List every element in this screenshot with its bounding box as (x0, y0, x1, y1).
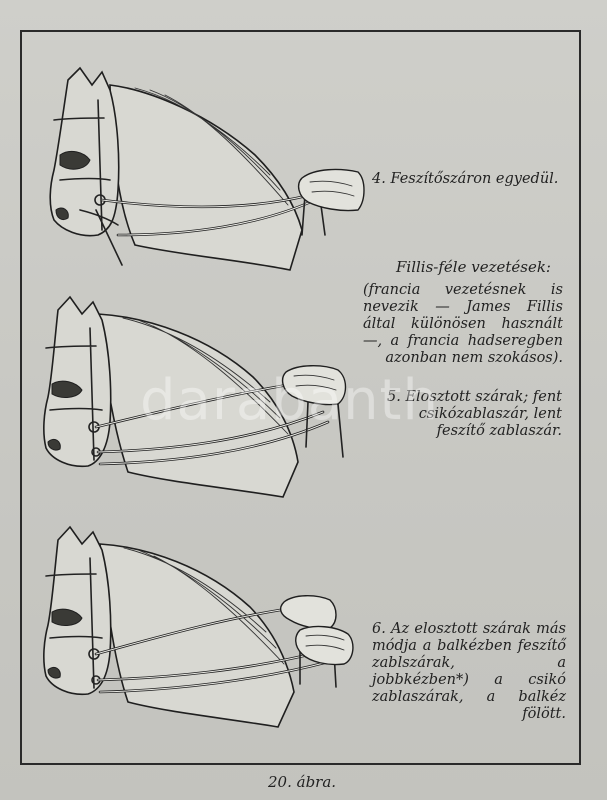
caption-fig4: 4. Feszítőszáron egyedül. (372, 171, 559, 187)
caption-fig6: 6. Az elosztott szárak más módja a balkézben feszítő zablszárak, a jobbkézben*) a csikó zablaszárak, a balkéz fölött. (372, 621, 566, 722)
illustration-fig4 (40, 60, 370, 285)
horse-head-icon (44, 297, 298, 497)
figure-label: 20. ábra. (268, 773, 337, 791)
illustration-fig5 (38, 292, 373, 502)
fillis-heading: Fillis-féle vezetések: (396, 258, 551, 276)
caption-fig5: 5. Elosztott szárak; fent csikózablaszár, lent feszítő zablaszár. (387, 389, 562, 439)
right-hand-icon (281, 596, 336, 629)
hand-icon (283, 366, 346, 405)
illustration-fig6 (38, 522, 373, 732)
watermark: darabanth (140, 368, 440, 433)
horse-head-icon (44, 527, 294, 727)
hand-icon (299, 170, 364, 211)
horse-head-icon (50, 68, 302, 270)
fillis-note: (francia vezetésnek is nevezik — James Fillis által különösen használt —, a francia hadseregben azonban nem szokásos). (363, 282, 563, 366)
left-hand-icon (296, 627, 353, 665)
